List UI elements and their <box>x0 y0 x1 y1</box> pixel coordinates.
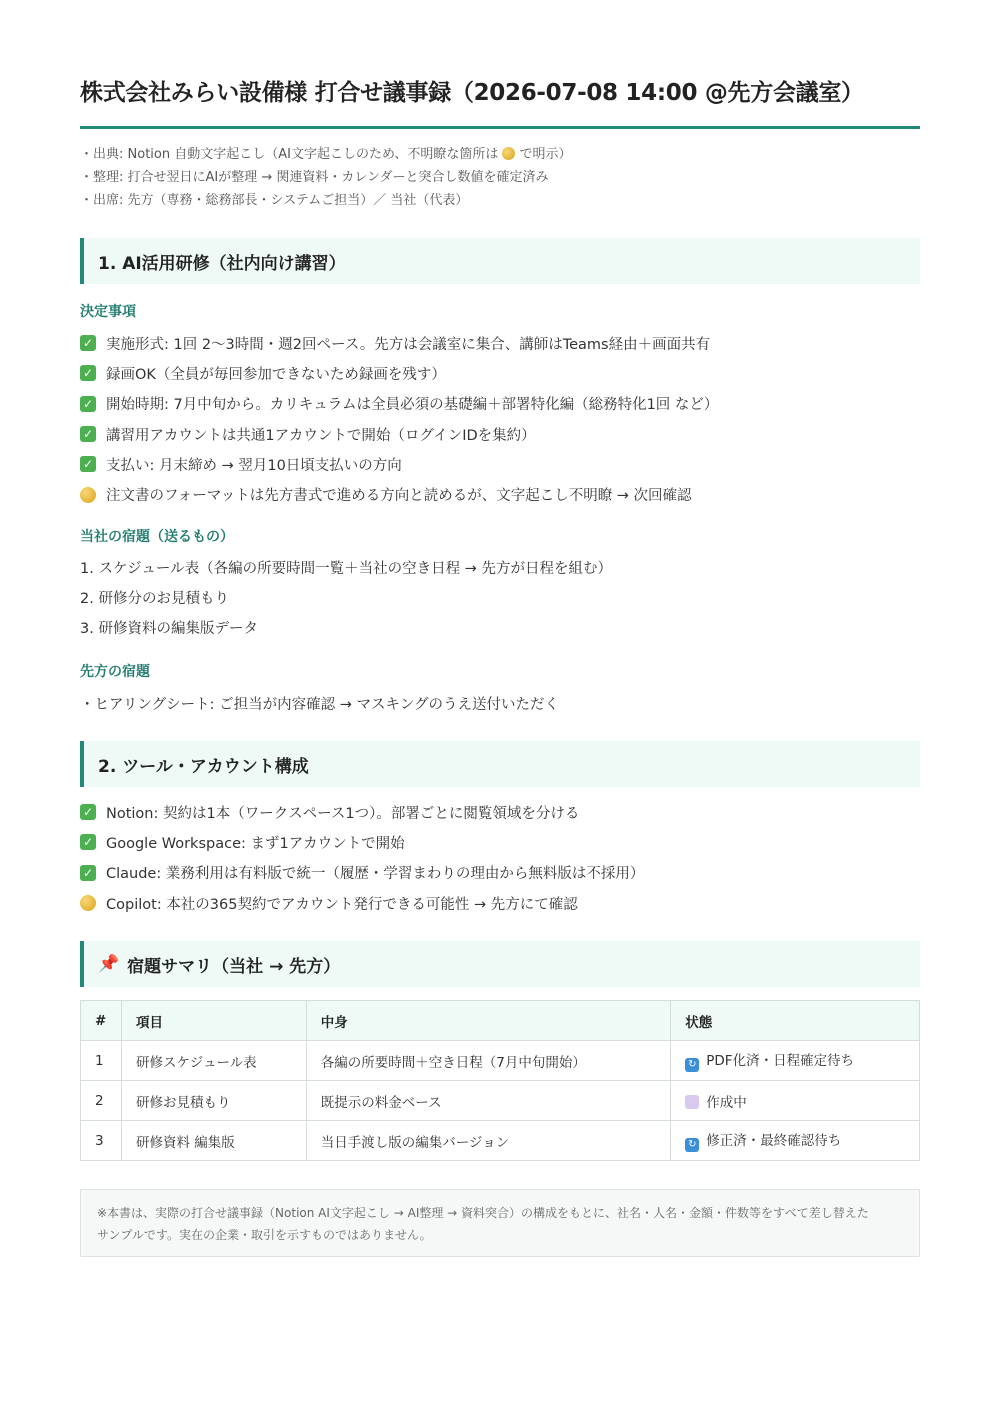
list-item-text: 開始時期: 7月中旬から。カリキュラムは全員必須の基礎編＋部署特化編（総務特化1回 など） <box>106 397 719 414</box>
list-item-text: Claude: 業務利用は有料版で統一（履歴・学習まわりの理由から無料版は不採用） <box>106 866 645 883</box>
decisions-heading: 決定事項 <box>80 304 136 320</box>
column-header: 状態 <box>671 1001 920 1041</box>
list-item: 3. 研修資料の編集版データ <box>80 621 258 638</box>
meta-source <box>80 143 920 166</box>
list-item-text: Google Workspace: まず1アカウントで開始 <box>106 835 405 852</box>
disclaimer-note <box>80 1189 920 1257</box>
disclaimer-line: ※本書は、実際の打合せ議事録（Notion AI文字起こし → AI整理 → 資料突合）の構成をもとに、社名・人名・金額・件数等をすべて差し替えた <box>97 1206 869 1220</box>
list-item: 1. スケジュール表（各編の所要時間一覧＋当社の空き日程 → 先方が日程を組む） <box>80 560 612 577</box>
list-item-text: 支払い: 月末締め → 翌月10日頃支払いの方向 <box>106 457 402 474</box>
cell-item: 研修資料 編集版 <box>121 1121 306 1161</box>
refresh-icon: ↻ <box>685 1138 699 1152</box>
their-tasks-list <box>80 688 920 718</box>
unclear-dot-icon <box>80 487 96 503</box>
cell-item: 研修お見積もり <box>121 1081 306 1121</box>
column-header: 項目 <box>121 1001 306 1041</box>
title-divider <box>80 126 920 129</box>
cell-status <box>671 1121 920 1161</box>
cell-item: 研修スケジュール表 <box>121 1041 306 1081</box>
list-item <box>80 449 920 479</box>
list-item-text: 録画OK（全員が毎回参加できないため録画を残す） <box>106 366 446 383</box>
meta-source-pre: ・出典: Notion 自動文字起こし（AI文字起こしのため、不明瞭な箇所は <box>80 147 499 162</box>
check-icon: ✓ <box>80 456 96 472</box>
cell-status <box>671 1081 920 1121</box>
list-item-text: 講習用アカウントは共通1アカウントで開始（ログインIDを集約） <box>106 427 536 444</box>
unclear-dot-icon <box>502 147 515 160</box>
list-item-text: Notion: 契約は1本（ワークスペース1つ）。部署ごとに閲覧領域を分ける <box>106 805 580 822</box>
cell-status <box>671 1041 920 1081</box>
list-item-text: 注文書のフォーマットは先方書式で進める方向と読めるが、文字起こし不明瞭 → 次回確認 <box>106 488 692 505</box>
table-row <box>81 1081 920 1121</box>
section-heading-training <box>80 238 920 284</box>
cell-content: 既提示の料金ベース <box>306 1081 671 1121</box>
decisions-list <box>80 328 920 510</box>
meta-block <box>80 143 920 212</box>
draft-square-icon <box>685 1095 699 1109</box>
list-item <box>80 797 920 827</box>
check-icon: ✓ <box>80 365 96 381</box>
list-item <box>80 888 920 918</box>
our-tasks-heading: 当社の宿題（送るもの） <box>80 529 234 545</box>
meta-organize: ・整理: 打合せ翌日にAIが整理 → 関連資料・カレンダーと突合し数値を確定済み <box>80 170 549 185</box>
column-header: 中身 <box>306 1001 671 1041</box>
list-item-text: Copilot: 本社の365契約でアカウント発行できる可能性 → 先方にて確認 <box>106 896 578 913</box>
list-item <box>80 858 920 888</box>
check-icon: ✓ <box>80 834 96 850</box>
cell-no: 2 <box>81 1081 122 1121</box>
section-heading-tools <box>80 741 920 787</box>
check-icon: ✓ <box>80 865 96 881</box>
check-icon: ✓ <box>80 396 96 412</box>
refresh-icon: ↻ <box>685 1058 699 1072</box>
summary-table <box>80 1000 920 1161</box>
list-item: ・ヒアリングシート: ご担当が内容確認 → マスキングのうえ送付いただく <box>80 696 560 713</box>
pushpin-icon: 📌 <box>98 954 120 974</box>
cell-no: 3 <box>81 1121 122 1161</box>
cell-no: 1 <box>81 1041 122 1081</box>
status-text: PDF化済・日程確定待ち <box>706 1053 855 1069</box>
cell-content: 当日手渡し版の編集バージョン <box>306 1121 671 1161</box>
section-heading-summary <box>80 941 920 987</box>
our-tasks-list <box>80 552 920 643</box>
check-icon: ✓ <box>80 426 96 442</box>
table-row <box>81 1041 920 1081</box>
list-item <box>80 419 920 449</box>
check-icon: ✓ <box>80 335 96 351</box>
table-header-row <box>81 1001 920 1041</box>
section-heading-label: 2. ツール・アカウント構成 <box>98 756 309 777</box>
list-item-text: 実施形式: 1回 2〜3時間・週2回ペース。先方は会議室に集合、講師はTeams経由＋画面共有 <box>106 336 711 353</box>
check-icon: ✓ <box>80 804 96 820</box>
list-item <box>80 389 920 419</box>
list-item <box>80 479 920 509</box>
column-header: # <box>81 1001 122 1041</box>
status-text: 作成中 <box>706 1094 747 1111</box>
cell-content: 各編の所要時間＋空き日程（7月中旬開始） <box>306 1041 671 1081</box>
list-item <box>80 827 920 857</box>
list-item <box>80 328 920 358</box>
table-row <box>81 1121 920 1161</box>
section-heading-label: 1. AI活用研修（社内向け講習） <box>98 253 346 274</box>
status-text: 修正済・最終確認待ち <box>706 1133 842 1149</box>
disclaimer-line: サンプルです。実在の企業・取引を示すものではありません。 <box>97 1228 432 1242</box>
page-title: 株式会社みらい設備様 打合せ議事録（2026-07-08 14:00 @先方会議室） <box>80 80 864 106</box>
meta-source-post: で明示） <box>519 147 572 162</box>
list-item <box>80 358 920 388</box>
their-tasks-heading: 先方の宿題 <box>80 664 150 680</box>
tools-list <box>80 797 920 918</box>
meta-attendees: ・出席: 先方（専務・総務部長・システムご担当）／ 当社（代表） <box>80 193 469 208</box>
list-item: 2. 研修分のお見積もり <box>80 590 229 607</box>
unclear-dot-icon <box>80 895 96 911</box>
section-heading-label: 宿題サマリ（当社 → 先方） <box>127 956 341 977</box>
